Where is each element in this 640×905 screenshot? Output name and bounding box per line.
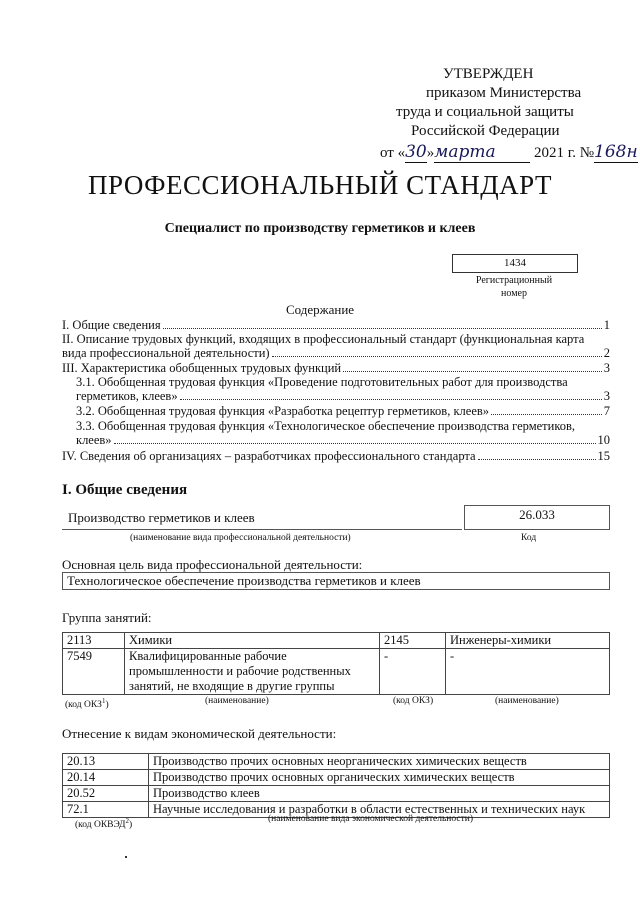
toc-item-page: 1 xyxy=(603,318,610,332)
registration-label xyxy=(452,274,576,300)
okz-name-line: занятий, не входящие в другие группы xyxy=(129,679,335,693)
contents-heading: Содержание xyxy=(285,302,355,317)
okved-code: 20.52 xyxy=(63,786,149,802)
goal-label: Основная цель вида профессиональной деятельности: xyxy=(62,557,363,572)
okz-name-line: промышленности и рабочие родственных xyxy=(129,664,351,678)
toc-item-text: I. Общие сведения xyxy=(62,318,161,332)
toc-item-page: 10 xyxy=(597,433,610,447)
okz-code: 2145 xyxy=(380,633,446,649)
okz-code: 2113 xyxy=(63,633,125,649)
okz-code-caption-2: (код ОКЗ) xyxy=(393,696,434,706)
scan-speck xyxy=(125,856,127,858)
okz-name-line: Квалифицированные рабочие xyxy=(129,649,287,663)
toc-item[interactable] xyxy=(62,318,610,332)
okved-name: Производство клеев xyxy=(149,786,610,802)
toc-item-text: 3.3. Обобщенная трудовая функция «Технологическое обеспечение производства герметиков, xyxy=(76,419,576,433)
date-mid: » xyxy=(426,145,435,161)
date-month: марта xyxy=(434,142,530,163)
toc-item-text: клеев» xyxy=(76,433,112,447)
table-row xyxy=(63,633,610,649)
toc-item[interactable] xyxy=(62,361,610,375)
approval-date-line xyxy=(380,142,638,163)
approval-line-2: приказом Министерства xyxy=(426,85,582,101)
okz-name: - xyxy=(446,649,610,695)
approval-line-4: Российской Федерации xyxy=(411,123,560,139)
toc-item-page: 3 xyxy=(603,389,610,403)
activity-name: Производство герметиков и клеев xyxy=(68,510,255,525)
goal-value: Технологическое обеспечение производства герметиков и клеев xyxy=(67,573,421,588)
okz-code: 7549 xyxy=(63,649,125,695)
toc-item[interactable] xyxy=(76,375,610,403)
table-row xyxy=(63,786,610,802)
document-title: ПРОФЕССИОНАЛЬНЫЙ СТАНДАРТ xyxy=(87,170,553,200)
table-row xyxy=(63,754,610,770)
okz-name-caption: (наименование) xyxy=(205,696,269,706)
toc-item-page: 15 xyxy=(597,449,610,463)
activity-name-caption: (наименование вида профессиональной деятельности) xyxy=(130,533,351,543)
okz-name xyxy=(125,649,380,695)
okved-code: 20.14 xyxy=(63,770,149,786)
toc-item-text: 3.2. Обобщенная трудовая функция «Разработка рецептур герметиков, клеев» xyxy=(76,404,490,418)
section-heading: I. Общие сведения xyxy=(62,482,188,498)
toc-item-text: III. Характеристика обобщенных трудовых функций xyxy=(62,361,342,375)
okz-code: - xyxy=(380,649,446,695)
activity-code: 26.033 xyxy=(464,505,610,530)
okved-name: Научные исследования и разработки в области естественных и технических наук xyxy=(149,802,610,818)
activity-code-caption: Код xyxy=(521,533,537,543)
toc-item-page: 2 xyxy=(603,346,610,360)
toc-item-text: 3.1. Обобщенная трудовая функция «Проведение подготовительных работ для производства xyxy=(76,375,568,389)
okved-code: 72.1 xyxy=(63,802,149,818)
document-subtitle: Специалист по производству герметиков и клеев xyxy=(164,221,476,236)
registration-label-line2: номер xyxy=(501,288,527,299)
order-number: 168н xyxy=(594,142,638,162)
registration-label-line1: Регистрационный xyxy=(475,275,553,286)
occupations-table xyxy=(62,632,610,695)
approval-heading: УТВЕРЖДЕН xyxy=(443,66,534,82)
table-of-contents xyxy=(62,318,610,468)
okved-name-caption: (наименование вида экономической деятельности) xyxy=(268,814,473,824)
toc-item-page: 7 xyxy=(603,404,610,418)
okved-name: Производство прочих основных неорганических химических веществ xyxy=(149,754,610,770)
okz-code-caption: (код ОКЗ$^1$) xyxy=(65,697,109,711)
table-row xyxy=(63,649,610,695)
toc-item[interactable] xyxy=(62,449,610,463)
okz-name: Инженеры-химики xyxy=(446,633,610,649)
toc-item-text: вида профессиональной деятельности) xyxy=(62,346,270,360)
date-day: 30 xyxy=(405,142,427,162)
registration-number-box: 1434 xyxy=(452,254,578,273)
okz-name: Химики xyxy=(125,633,380,649)
occupations-label: Группа занятий: xyxy=(62,610,152,625)
toc-item[interactable] xyxy=(76,404,610,418)
okved-code: 20.13 xyxy=(63,754,149,770)
toc-item[interactable] xyxy=(76,419,610,447)
okved-code-caption: (код ОКВЭД$^2$) xyxy=(75,817,133,831)
date-year: 2021 г. № xyxy=(534,145,595,161)
toc-item-text: герметиков, клеев» xyxy=(76,389,178,403)
toc-item-page: 3 xyxy=(603,361,610,375)
toc-item[interactable] xyxy=(62,332,610,360)
okved-name: Производство прочих основных органических химических веществ xyxy=(149,770,610,786)
okved-table xyxy=(62,753,610,818)
table-row xyxy=(63,770,610,786)
approval-line-3: труда и социальной защиты xyxy=(396,104,574,120)
okved-label: Отнесение к видам экономической деятельности: xyxy=(62,726,337,741)
activity-row xyxy=(62,505,610,529)
toc-item-text: II. Описание трудовых функций, входящих в профессиональный стандарт (функциональная карта xyxy=(62,332,585,346)
date-prefix: от « xyxy=(380,145,406,161)
toc-item-text: IV. Сведения об организациях – разработчиках профессионального стандарта xyxy=(62,449,476,463)
okz-name-caption-2: (наименование) xyxy=(495,696,559,706)
goal-box xyxy=(62,572,610,590)
